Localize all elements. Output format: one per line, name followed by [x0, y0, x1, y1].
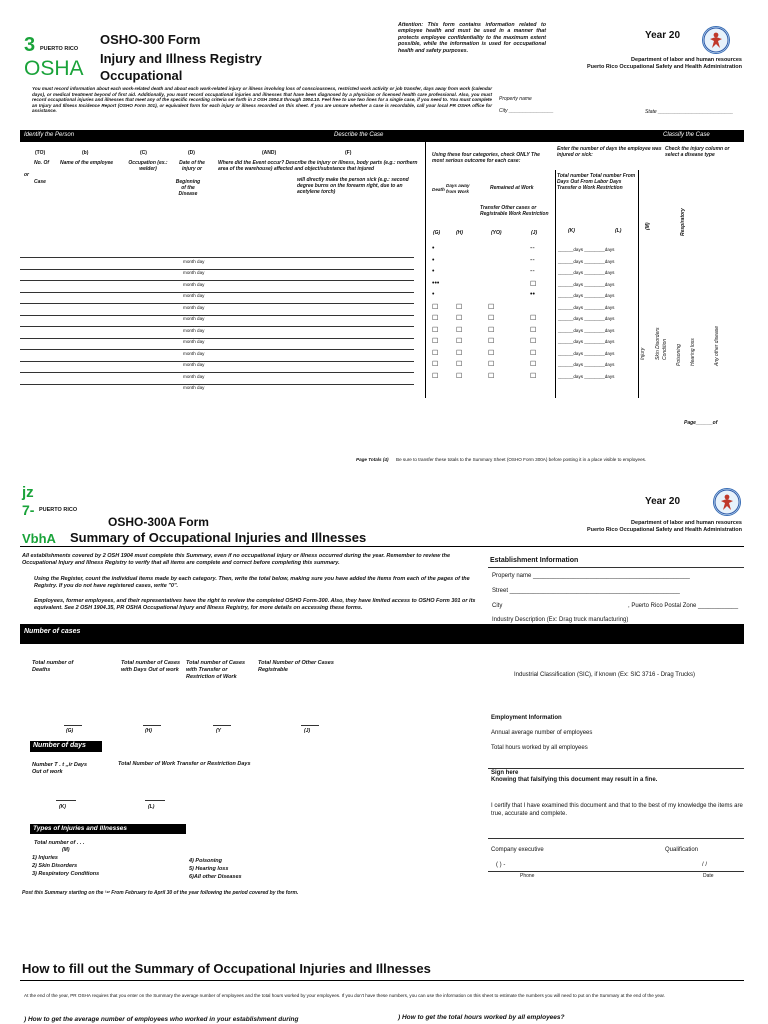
- row-month-day-label: month day: [183, 281, 205, 287]
- total-days-col: Total number Total number From Days Out From Labor Days Transfer o Work Restriction: [557, 173, 636, 191]
- days-out-of-work-label: Number T . t ,,ir Days Out of work: [32, 762, 88, 775]
- howto-paragraph: At the end of the year, PR OSHA requires that you enter on the Summary the average number of employees and the total hours worked by your employees. If you don't have these numbers, you can use the information on this sheet to estimate the numbers you will need to put on the Summary at the end of the year.: [24, 993, 666, 998]
- types-heading: Types of Injuries and Illnesses: [33, 825, 128, 832]
- divider-right: [638, 170, 639, 398]
- entry-row-line[interactable]: [20, 303, 414, 304]
- row-death-mark[interactable]: •••: [432, 279, 440, 287]
- col-e-letter: (AND): [262, 150, 277, 156]
- howto-title: How to fill out the Summary of Occupational Injuries and Illnesses: [22, 961, 431, 976]
- row-month-day-label: month day: [183, 270, 205, 275]
- pr-osha-seal-icon: [702, 26, 730, 54]
- row-month-day-label: month day: [183, 316, 205, 321]
- number-of-cases-bar: [20, 624, 744, 644]
- row-death-mark[interactable]: ☐: [432, 303, 439, 311]
- howto-underline: [20, 980, 744, 981]
- row-death-mark[interactable]: ☐: [432, 372, 439, 380]
- form-300-instructions: You must record information about each work-related death and about each work-related injury or illness involving loss of consciousness, restricted work activity or job transfer, days away from work (calendar days), or medical treatment beyond of first aid. Additionally, you must record occupational injuries and illnesses that have been diagnosed by a physician or licensed health care professional. Also, you must record occupational injuries and illnesses that meet any of the specific recording criteria set forth in 2 OSH 1904.8 through 1904.10. Feel free to use two lines for a single case, if you need to. You must complete an Injury and Illness Incidence Report (OSHO Form 301), or equivalent form for each injury or illness recorded on this sheet. If you are unsure whether a case is recordable, call your local PR OSHA office for assistance.: [32, 86, 492, 114]
- total-number-of: Total number of . . .: [34, 840, 85, 846]
- row-month-day-label: month day: [183, 327, 205, 333]
- knowing-warning: Knowing that falsifying this document may result in a fine.: [491, 777, 658, 783]
- col-c-letter: (C): [140, 150, 147, 156]
- city-field-2[interactable]: City: [492, 603, 503, 609]
- pr-osha-seal-icon-2: [713, 488, 741, 516]
- summary-paragraph-3: Employees, former employees, and their representatives have the right to review the completed OSHO Form-300. Also, they have limited access to OSHO Form 301 or its equivalent. See 2 OSH 1904.35, PR OSHA Occupational Injury and Illness Registry, for more details on accessing these forms.: [34, 598, 476, 611]
- total-hours-field[interactable]: Total hours worked by all employees: [491, 745, 588, 751]
- phone-label: Phone: [520, 873, 535, 879]
- divider-left: [425, 142, 426, 398]
- col-f-header-2: will directly make the person sick (e.g.: second degree burns on the forearm right, due to an acetylene torch): [297, 177, 409, 195]
- attention-note: Attention: This form contains information related to employee health and must be used in a manner that protects employee confidentiality to the maximum extent possible, while the information is used for occupational health and safety purposes.: [398, 22, 546, 54]
- puerto-rico-label: PUERTO RICO: [40, 46, 79, 52]
- entry-row-line[interactable]: [20, 280, 414, 281]
- row-month-day-label: month day: [183, 362, 205, 367]
- date-label: Date: [703, 873, 714, 879]
- row-remained-checkbox[interactable]: ☐: [488, 349, 495, 357]
- col-d-letter: (D): [188, 150, 195, 156]
- form-number-3: 3: [24, 34, 36, 56]
- row-remained-checkbox[interactable]: ☐: [488, 326, 495, 334]
- col-g-letter: (G): [433, 230, 441, 236]
- skin-disorders-vertical-label: Skin Disorders: [655, 327, 661, 360]
- row-days-fields[interactable]: ______days ________days: [558, 293, 615, 298]
- howto-q1: ) How to get the average number of employees who worked in your establishment during: [24, 1016, 299, 1023]
- col-j-letter: (J): [531, 230, 538, 236]
- howto-q2: ) How to get the total hours worked by all employees?: [398, 1014, 565, 1021]
- row-month-day-label: month day: [183, 304, 205, 310]
- col-l-letter: (L): [615, 228, 622, 234]
- form-300-subtitle: Injury and Illness Registry: [100, 51, 262, 66]
- row-transfer-mark[interactable]: --: [530, 268, 535, 275]
- year-label-2: Year 20: [645, 496, 681, 507]
- row-death-mark[interactable]: ☐: [432, 326, 439, 334]
- summary-paragraph-1: All establishments covered by 2 OSH 1904 must complete this Summary, even if no occupational injury or illness occurred during the year. Remember to review the Occupational Injury and Illness Registry to verify that all items are complete and correct before completing this summary.: [22, 553, 451, 566]
- total-g: (G): [66, 728, 74, 734]
- identify-person-heading: Identify the Person: [24, 132, 75, 138]
- row-remained-checkbox[interactable]: ☐: [488, 338, 495, 345]
- certify-statement: I certify that I have examined this document and that to the best of my knowledge the items are true, accurate and complete.: [491, 803, 743, 817]
- total-m: (M): [62, 847, 70, 853]
- respiratory-col: Respiratory: [680, 208, 686, 236]
- dept-agency-2: Puerto Rico Occupational Safety and Health Administration: [586, 527, 742, 533]
- industry-description-field[interactable]: Industry Description (Ex: Drag truck manufacturing): [492, 617, 629, 623]
- g-underline: [64, 725, 82, 726]
- col-d-header: Date of the injury or: [179, 160, 205, 172]
- total-deaths-label: Total number of Deaths: [32, 660, 74, 673]
- company-executive-field[interactable]: Company executive: [491, 847, 544, 853]
- hearing-loss-vertical-label: Hearing loss: [690, 338, 696, 366]
- state-field[interactable]: State ___________________________: [645, 109, 734, 115]
- transfer-days-label: Total Number of Work Transfer or Restriction Days: [118, 761, 251, 767]
- type-injuries: 1) Injuries: [32, 855, 58, 861]
- row-days-away-checkbox[interactable]: ☐: [456, 349, 463, 357]
- entry-row-line[interactable]: [20, 315, 414, 316]
- row-month-day-label: month day: [183, 373, 205, 379]
- type-skin-disorders: 2) Skin Disorders: [32, 863, 78, 869]
- row-days-fields[interactable]: ______days ________days: [558, 247, 615, 252]
- post-summary-note: Post this Summary starting on the ¹ᵉʳ From February to April 30 of the year following the period covered by the form.: [22, 890, 299, 896]
- row-transfer-mark[interactable]: --: [530, 256, 535, 264]
- year-label: Year 20: [645, 30, 681, 41]
- col-a-case: Case: [34, 179, 46, 185]
- row-month-day-label: month day: [183, 339, 205, 344]
- entry-row-line[interactable]: [20, 338, 414, 339]
- page-totals-note: Be sure to transfer these totals to the Summary Sheet (OSHO Form 300A) before posting it in a place visible to employees.: [396, 457, 647, 462]
- form-number-7: 7-: [22, 502, 35, 518]
- row-month-day-label: month day: [183, 258, 205, 264]
- date-field[interactable]: / /: [702, 862, 708, 868]
- row-remained-checkbox[interactable]: ☐: [488, 303, 495, 311]
- classify-case-heading: Classify the Case: [663, 132, 710, 138]
- col-c-header: Occupation (ex.: welder): [128, 160, 168, 172]
- other-disease-vertical-label: Any other disease: [714, 325, 720, 366]
- form-300-occupational: Occupational: [100, 68, 183, 83]
- total-j: (J): [304, 728, 311, 734]
- puerto-rico-label-2: PUERTO RICO: [39, 507, 78, 513]
- col-b-letter: (b): [82, 150, 89, 156]
- page-totals-label: Page Totals (4): [356, 457, 389, 462]
- type-hearing-loss: 5) Hearing loss: [189, 866, 229, 872]
- total-other-label: Total Number of Other Cases Registrable: [258, 660, 334, 673]
- row-transfer-mark[interactable]: ☐: [530, 326, 537, 334]
- row-days-away-checkbox[interactable]: ☐: [456, 361, 463, 368]
- page-of-label: Page______of: [684, 420, 718, 426]
- phone-line: [488, 871, 744, 872]
- col-m-letter: (M): [645, 222, 651, 230]
- total-l: (L): [148, 804, 155, 810]
- h-underline: [143, 725, 161, 726]
- row-days-fields[interactable]: ______days ________days: [558, 327, 615, 333]
- entry-row-line[interactable]: [20, 326, 414, 327]
- sign-line: [488, 768, 744, 769]
- row-days-away-checkbox[interactable]: ☐: [456, 338, 463, 345]
- vbha-mark: VbhA: [22, 531, 56, 546]
- total-transfer-label: Total number of Cases with Transfer or Restriction of Work: [186, 660, 246, 680]
- entry-row-line[interactable]: [20, 269, 414, 270]
- row-death-mark[interactable]: ☐: [432, 315, 439, 322]
- total-h: (H): [145, 728, 152, 734]
- city-field[interactable]: City ________________: [499, 108, 554, 114]
- row-days-away-checkbox[interactable]: ☐: [456, 303, 463, 311]
- row-death-mark[interactable]: •: [432, 291, 435, 298]
- form-300a-subtitle: Summary of Occupational Injuries and Illnesses: [70, 530, 367, 545]
- sign-here-label[interactable]: Sign here: [491, 770, 519, 776]
- row-transfer-mark[interactable]: ☐: [530, 338, 537, 345]
- property-name-field[interactable]: Property name _______________________________________________: [492, 573, 690, 579]
- condition-vertical-label: Condition: [662, 338, 668, 360]
- poisoning-vertical-label: Poisoning: [676, 344, 682, 366]
- summary-paragraph-2: Using the Register, count the individual items made by each category. Then, write the total below, making sure you have added the items from each of the pages of the Registry. If you do not have registered cases, write "0".: [34, 576, 470, 589]
- j-underline: [301, 725, 319, 726]
- row-days-fields[interactable]: ______days ________days: [558, 258, 615, 264]
- osha-logo-text: OSHA: [24, 57, 84, 80]
- row-days-away-checkbox[interactable]: ☐: [456, 372, 463, 380]
- col-a-letter: (TO): [35, 150, 46, 156]
- est-info-underline: [488, 567, 744, 568]
- row-days-fields[interactable]: ______days ________days: [558, 362, 615, 367]
- employment-info-heading: Employment Information: [491, 715, 562, 721]
- row-transfer-mark[interactable]: ☐: [530, 372, 537, 380]
- entry-row-line[interactable]: [20, 361, 414, 362]
- row-transfer-mark[interactable]: ••: [530, 291, 535, 298]
- qualification-field[interactable]: Qualification: [665, 847, 699, 853]
- check-injury-note: Check the injury column or select a disease type: [665, 146, 730, 158]
- row-death-mark[interactable]: ☐: [432, 349, 439, 357]
- row-death-mark[interactable]: •: [432, 256, 435, 264]
- entry-row-line[interactable]: [20, 349, 414, 350]
- describe-case-heading: Describe the Case: [334, 132, 384, 138]
- row-remained-checkbox[interactable]: ☐: [488, 372, 495, 380]
- entry-row-line[interactable]: [20, 372, 414, 373]
- form-300-title: OSHO-300 Form: [100, 32, 201, 47]
- days-away-col: Days away from Work: [446, 183, 470, 194]
- col-d-header-2: Beginning of the Disease: [175, 179, 201, 197]
- street-field[interactable]: Street ___________________________________________________: [492, 588, 680, 594]
- number-of-days-heading: Number of days: [33, 742, 86, 749]
- row-month-day-label: month day: [183, 350, 205, 356]
- dept-name-2: Department of labor and human resources: [631, 520, 742, 526]
- row-days-fields[interactable]: ______days ________days: [558, 316, 615, 321]
- y-underline: [213, 725, 231, 726]
- k-underline: [56, 800, 76, 801]
- row-month-day-label: month day: [183, 293, 205, 298]
- row-days-fields[interactable]: ______days ________days: [558, 304, 615, 310]
- total-i: (Y: [216, 728, 221, 734]
- property-name-label: Property name: [499, 96, 532, 102]
- row-death-mark[interactable]: ☐: [432, 338, 439, 345]
- row-remained-checkbox[interactable]: ☐: [488, 361, 495, 368]
- dept-agency: Puerto Rico Occupational Safety and Health Administration: [586, 64, 742, 70]
- remained-col: Remained at Work: [490, 185, 534, 191]
- col-i-letter: (YO): [491, 230, 502, 236]
- row-transfer-mark[interactable]: ☐: [530, 280, 537, 288]
- establishment-info-heading: Establishment Information: [490, 557, 579, 564]
- total-days-out-label: Total number of Cases with Days Out of work: [121, 660, 181, 673]
- row-death-mark[interactable]: ☐: [432, 361, 439, 368]
- form-300a-title: OSHO-300A Form: [108, 515, 209, 529]
- sic-field[interactable]: Industrial Classification (SIC), if known (Ex: SIC 3716 - Drag Trucks): [514, 672, 696, 678]
- transfer-col: Transfer Other cases or Registrable Work Restriction: [480, 205, 549, 217]
- phone-field[interactable]: ( ) -: [496, 862, 506, 868]
- entry-row-line[interactable]: [20, 257, 414, 258]
- row-days-fields[interactable]: ______days ________days: [558, 339, 615, 344]
- col-k-letter: (K): [568, 228, 575, 234]
- total-k: (K): [59, 804, 66, 810]
- entry-row-line[interactable]: [20, 292, 414, 293]
- col-b-header: Name of the employee: [60, 160, 114, 166]
- row-days-fields[interactable]: ______days ________days: [558, 373, 615, 379]
- col-f-letter: (F): [345, 150, 352, 156]
- injury-vertical-label: Injury: [640, 347, 646, 360]
- type-poisoning: 4) Poisoning: [189, 858, 222, 864]
- row-transfer-mark[interactable]: --: [530, 245, 535, 252]
- divider-300a: [20, 546, 744, 547]
- row-remained-checkbox[interactable]: ☐: [488, 315, 495, 322]
- entry-row-line[interactable]: [20, 384, 414, 385]
- jz-mark: jz: [22, 484, 34, 501]
- dept-name: Department of labor and human resources: [631, 57, 742, 63]
- col-h-letter: (H): [456, 230, 463, 236]
- type-other-diseases: 6)All other Diseases: [189, 874, 242, 880]
- l-underline: [145, 800, 165, 801]
- row-days-fields[interactable]: ______days ________days: [558, 350, 615, 356]
- exec-line: [488, 838, 744, 839]
- number-of-cases-heading: Number of cases: [24, 628, 81, 635]
- avg-employees-field[interactable]: Annual average number of employees: [491, 730, 593, 736]
- enter-days-note: Enter the number of days the employee was injured or sick:: [557, 146, 662, 158]
- row-days-fields[interactable]: ______days ________days: [558, 281, 615, 287]
- type-respiratory: 3) Respiratory Conditions: [32, 871, 100, 877]
- row-transfer-mark[interactable]: ☐: [530, 315, 537, 322]
- four-categories-note: Using these four categories, check ONLY The most serious outcome for each case:: [432, 152, 540, 164]
- row-days-fields[interactable]: ______days ________days: [558, 270, 615, 275]
- row-days-away-checkbox[interactable]: ☐: [456, 315, 463, 322]
- postal-zone-field[interactable]: , Puerto Rico Postal Zone ____________: [628, 603, 739, 609]
- death-col: Death: [432, 187, 445, 192]
- row-death-mark[interactable]: •: [432, 268, 435, 275]
- row-transfer-mark[interactable]: ☐: [530, 349, 537, 357]
- row-transfer-mark[interactable]: ☐: [530, 361, 537, 368]
- col-a-header: No. Of: [34, 160, 49, 166]
- row-death-mark[interactable]: •: [432, 245, 435, 252]
- col-f-header: Where did the Event occur? Describe the injury or illness, body parts (e.g.: northern area of the warehouse) affected and object/substance that injured: [218, 160, 418, 172]
- col-a-or: or: [24, 172, 29, 178]
- row-days-away-checkbox[interactable]: ☐: [456, 326, 463, 334]
- row-month-day-label: month day: [183, 385, 205, 390]
